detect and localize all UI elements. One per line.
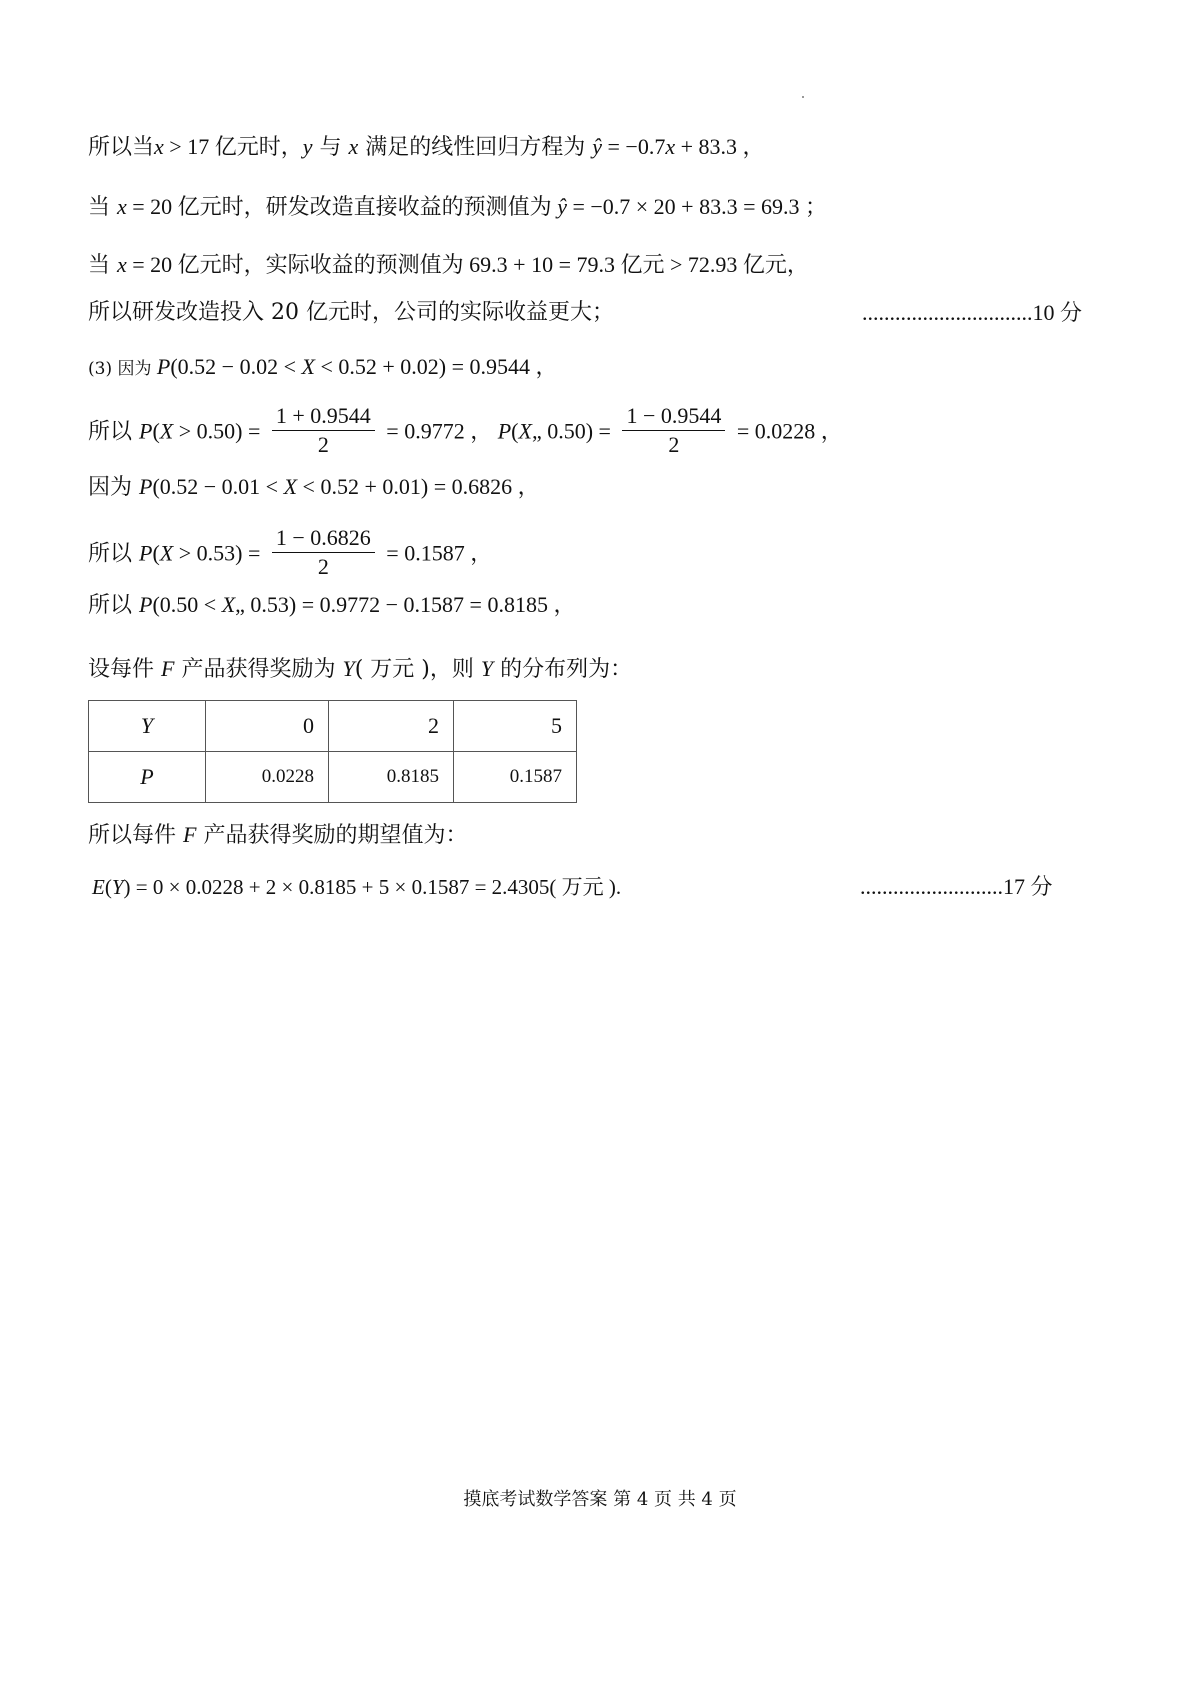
header-cell: Y bbox=[89, 701, 206, 752]
value-cell: 5 bbox=[454, 701, 577, 752]
text: 满足的线性回归方程为 bbox=[358, 135, 593, 160]
var-y-hat: ŷ bbox=[557, 194, 567, 219]
text: = 20 亿元时，研发改造直接收益的预测值为 bbox=[126, 194, 558, 219]
probability-difference-line bbox=[88, 590, 575, 621]
var-y: Y bbox=[480, 656, 494, 681]
text: < 0.52 + 0.01) = 0.6826 ， bbox=[297, 474, 540, 499]
var-x: x bbox=[154, 134, 164, 159]
fraction bbox=[272, 524, 375, 581]
denominator: 2 bbox=[317, 432, 329, 457]
numerator: 1 − 0.9544 bbox=[622, 402, 725, 431]
expectation-intro-line bbox=[88, 820, 467, 851]
text: = 20 亿元时，实际收益的预测值为 69.3 + 10 = 79.3 亿元 > 72.93 亿元， bbox=[126, 252, 809, 277]
text: = 0.9772 ， bbox=[380, 418, 498, 444]
actual-revenue-prediction-line bbox=[88, 250, 809, 281]
numerator: 1 + 0.9544 bbox=[272, 402, 375, 431]
probability-line-2 bbox=[88, 472, 540, 503]
text: (0.52 − 0.01 < bbox=[152, 474, 284, 499]
distribution-intro-line bbox=[88, 654, 632, 685]
text: 产品获得奖励的期望值为： bbox=[196, 823, 468, 848]
fraction bbox=[622, 402, 725, 459]
text: 当 bbox=[88, 253, 117, 278]
text: ( bbox=[104, 875, 112, 899]
distribution-table bbox=[88, 700, 577, 803]
value-cell: 0 bbox=[206, 701, 329, 752]
var-y: Y bbox=[342, 656, 355, 681]
text: (0.50 < bbox=[152, 592, 222, 617]
var-p: P bbox=[139, 540, 153, 566]
text: ( 万元 )，则 bbox=[354, 657, 481, 682]
var-y: Y bbox=[111, 875, 124, 899]
text: 与 bbox=[312, 135, 349, 160]
denominator: 2 bbox=[668, 432, 680, 457]
var-x: X bbox=[283, 474, 298, 499]
text: 所以当 bbox=[88, 135, 155, 160]
var-y: y bbox=[302, 134, 313, 159]
var-f: F bbox=[183, 822, 197, 847]
conclusion-line bbox=[88, 298, 614, 328]
var-x: x bbox=[665, 134, 676, 159]
probability-fraction-line-2 bbox=[88, 526, 492, 583]
text: = −0.7 × 20 + 83.3 = 69.3 ； bbox=[566, 194, 827, 219]
expectation-line bbox=[92, 872, 621, 902]
numerator: 1 − 0.6826 bbox=[272, 524, 375, 553]
value-cell: 0.1587 bbox=[454, 752, 577, 803]
score-10: ...............................10 分 bbox=[862, 300, 1083, 325]
fraction bbox=[272, 402, 375, 459]
var-p: P bbox=[139, 474, 153, 499]
var-p: P bbox=[497, 418, 512, 444]
text: 所以每件 bbox=[88, 823, 183, 848]
denominator: 2 bbox=[317, 554, 329, 579]
part3-probability-line bbox=[88, 352, 558, 384]
var-f: F bbox=[161, 656, 175, 681]
var-x: x bbox=[117, 194, 127, 219]
probability-fractions-line bbox=[88, 404, 843, 461]
text: (3) 因为 bbox=[88, 359, 157, 379]
text: > 0.53) = bbox=[173, 540, 266, 566]
score-17: ..........................17 分 bbox=[860, 874, 1053, 899]
header-cell: P bbox=[89, 752, 206, 803]
text: + 83.3 ， bbox=[675, 134, 765, 159]
text: 当 bbox=[88, 195, 117, 220]
scan-dot bbox=[802, 96, 804, 98]
var-y-hat: ŷ bbox=[592, 134, 602, 159]
regression-equation-line bbox=[88, 132, 765, 163]
text: < 0.52 + 0.02) = 0.9544 ， bbox=[314, 354, 558, 379]
text: ( bbox=[152, 418, 160, 444]
text: > 0.50) = bbox=[173, 418, 266, 444]
var-x: X bbox=[518, 418, 532, 444]
var-p: P bbox=[156, 354, 171, 379]
text: 所以研发改造投入 20 亿元时，公司的实际收益更大； bbox=[88, 300, 614, 325]
var-x: X bbox=[221, 592, 236, 617]
text: 所以 bbox=[88, 541, 139, 567]
text: 因为 bbox=[88, 475, 139, 500]
text: ) = 0 × 0.0228 + 2 × 0.8185 + 5 × 0.1587 = 2.4305( 万元 ). bbox=[123, 875, 622, 899]
text: „ 0.50) = bbox=[531, 418, 617, 444]
var-p: P bbox=[139, 592, 153, 617]
text: ( bbox=[511, 418, 519, 444]
var-x: X bbox=[159, 418, 174, 444]
text: 的分布列为： bbox=[493, 657, 633, 682]
page-footer: 摸底考试数学答案 第 4 页 共 4 页 bbox=[463, 1489, 737, 1510]
value-cell: 0.0228 bbox=[206, 752, 329, 803]
text: > 17 亿元时， bbox=[163, 134, 303, 159]
text: „ 0.53) = 0.9772 − 0.1587 = 0.8185 ， bbox=[235, 592, 576, 617]
var-p: P bbox=[139, 418, 153, 444]
var-x: x bbox=[348, 134, 359, 159]
value-cell: 2 bbox=[329, 701, 454, 752]
var-e: E bbox=[92, 875, 105, 899]
table-row bbox=[89, 752, 577, 803]
text: (0.52 − 0.02 < bbox=[170, 354, 302, 379]
text: = 0.0228 ， bbox=[731, 418, 843, 444]
var-x: X bbox=[301, 354, 315, 379]
text: 设每件 bbox=[88, 657, 161, 682]
var-x: X bbox=[159, 540, 174, 566]
var-x: x bbox=[117, 252, 127, 277]
text: ( bbox=[152, 540, 160, 566]
text: 产品获得奖励为 bbox=[174, 657, 343, 682]
text: = 0.1587 ， bbox=[380, 540, 493, 566]
text: 所以 bbox=[88, 419, 139, 445]
direct-revenue-prediction-line bbox=[88, 192, 827, 223]
text: = −0.7 bbox=[602, 134, 666, 159]
table-row bbox=[89, 701, 577, 752]
value-cell: 0.8185 bbox=[329, 752, 454, 803]
text: 所以 bbox=[88, 593, 139, 618]
